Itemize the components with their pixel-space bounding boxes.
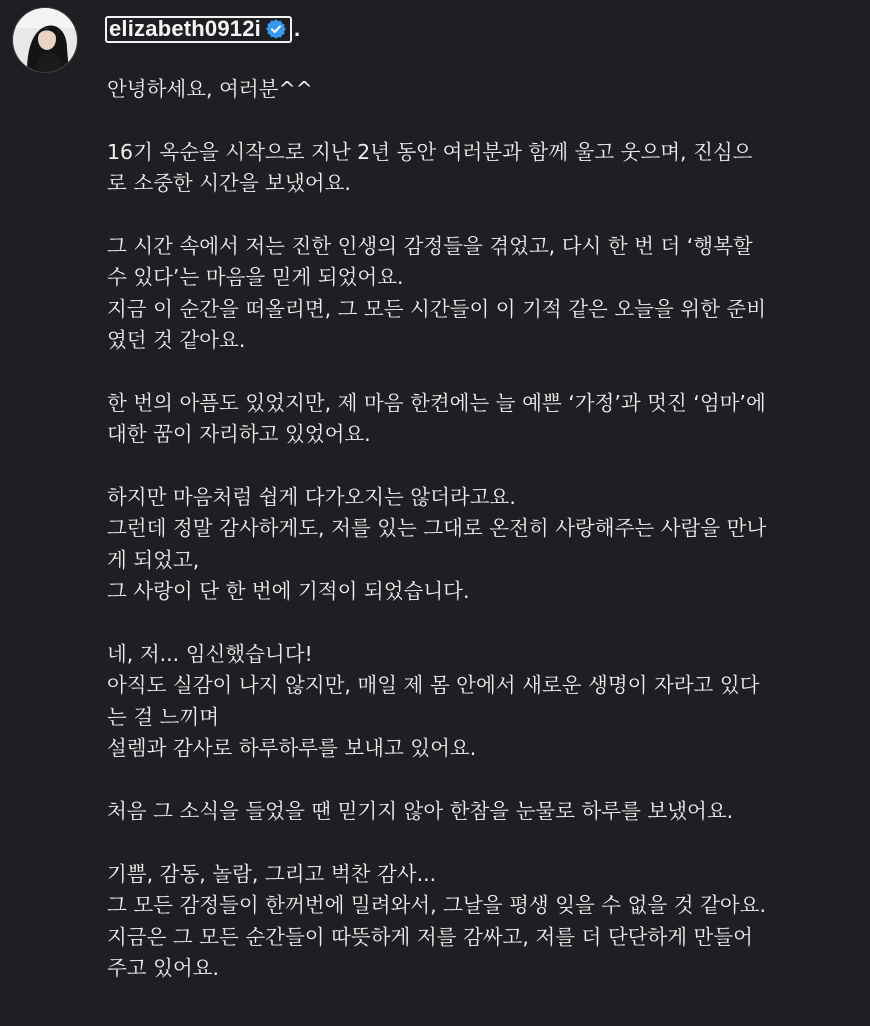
paragraph-gap <box>107 765 847 796</box>
username[interactable]: elizabeth0912i <box>109 16 261 41</box>
post-header <box>105 13 300 45</box>
paragraph-gap <box>107 451 847 482</box>
paragraph-gap <box>107 200 847 231</box>
caption-line: 대한 꿈이 자리하고 있었어요. <box>107 422 371 447</box>
caption-line: 게 되었고, <box>107 547 200 572</box>
paragraph-gap <box>107 357 847 388</box>
caption-line: 지금은 그 모든 순간들이 따뜻하게 저를 감싸고, 저를 더 단단하게 만들어 <box>107 924 753 949</box>
caption-line: 그 모든 감정들이 한꺼번에 밀려와서, 그날을 평생 잊을 수 없을 것 같아요. <box>107 893 766 918</box>
caption-line: 처음 그 소식을 들었을 땐 믿기지 않아 한참을 눈물로 하루를 보냈어요. <box>107 798 734 823</box>
paragraph-gap <box>107 827 847 858</box>
caption-line: 였던 것 같아요. <box>107 328 246 353</box>
profile-photo <box>13 8 77 72</box>
caption-line: 기쁨, 감동, 놀람, 그리고 벅찬 감사... <box>107 861 437 886</box>
username-link[interactable] <box>105 16 292 43</box>
caption-line: 네, 저... 임신했습니다! <box>107 642 313 667</box>
post-caption <box>107 74 847 984</box>
caption-line: 지금 이 순간을 떠올리면, 그 모든 시간들이 이 기적 같은 오늘을 위한 준비 <box>107 296 766 321</box>
caption-line: 안녕하세요, 여러분^^ <box>107 77 313 101</box>
caption-line: 16기 옥순을 시작으로 지난 2년 동안 여러분과 함께 울고 웃으며, 진심으 <box>107 139 753 164</box>
verified-badge-icon <box>265 18 287 40</box>
caption-line: 그 사랑이 단 한 번에 기적이 되었습니다. <box>107 579 470 604</box>
caption-line: 하지만 마음처럼 쉽게 다가오지는 않더라고요. <box>107 485 516 510</box>
caption-line: 주고 있어요. <box>107 955 220 980</box>
caption-line: 한 번의 아픔도 있었지만, 제 마음 한켠에는 늘 예쁜 ‘가정’과 멋진 ‘엄마’에 <box>107 390 766 415</box>
caption-line: 는 걸 느끼며 <box>107 704 220 729</box>
caption-line: 아직도 실감이 나지 않지만, 매일 제 몸 안에서 새로운 생명이 자라고 있다 <box>107 673 760 698</box>
paragraph-gap <box>107 608 847 639</box>
caption-line: 설렘과 감사로 하루하루를 보내고 있어요. <box>107 736 477 761</box>
caption-line: 로 소중한 시간을 보냈어요. <box>107 171 351 196</box>
caption-line: 그런데 정말 감사하게도, 저를 있는 그대로 온전히 사랑해주는 사람을 만나 <box>107 516 767 541</box>
paragraph-gap <box>107 105 847 136</box>
header-trailing-text: . <box>294 16 301 41</box>
caption-line: 그 시간 속에서 저는 진한 인생의 감정들을 겪었고, 다시 한 번 더 ‘행복할 <box>107 233 753 258</box>
caption-line: 수 있다’는 마음을 믿게 되었어요. <box>107 265 404 290</box>
avatar[interactable] <box>12 7 78 73</box>
